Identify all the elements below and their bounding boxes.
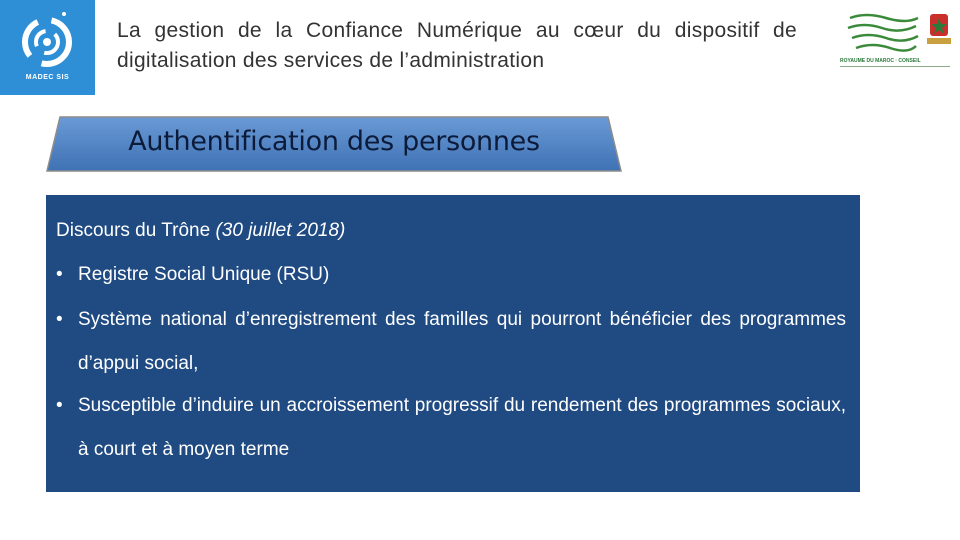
logo-caption: MADEC SIS [25,74,70,81]
list-item [56,384,846,472]
speech-date: (30 juillet 2018) [215,220,346,241]
list-item-text: Susceptible d’induire un accroissement progressif du rendement des programmes sociaux, à court et à moyen terme [78,395,846,460]
bullet-icon: • [56,395,63,416]
divider [840,66,950,67]
bullet-icon: • [56,264,63,285]
list-item [56,298,846,386]
organization-logo-right [832,0,960,78]
speech-title: Discours du Trône [56,220,216,241]
speech-reference [56,220,345,242]
right-logo-caption: ROYAUME DU MAROC · CONSEIL [840,58,921,64]
bullet-icon: • [56,309,63,330]
organization-logo-left [0,0,95,95]
arabic-calligraphy-icon [846,10,922,56]
list-item [56,253,846,297]
section-banner [46,116,622,172]
section-title: Authentification des personnes [128,126,540,157]
page-title: La gestion de la Confiance Numérique au cœur du dispositif de digitalisation des services de l’administration [117,19,797,72]
list-item-text: Registre Social Unique (RSU) [78,264,330,285]
list-item-text: Système national d’enregistrement des familles qui pourront bénéficier des programmes d’appui social, [78,309,846,374]
content-panel [46,195,860,492]
emblem-icon [924,10,954,50]
